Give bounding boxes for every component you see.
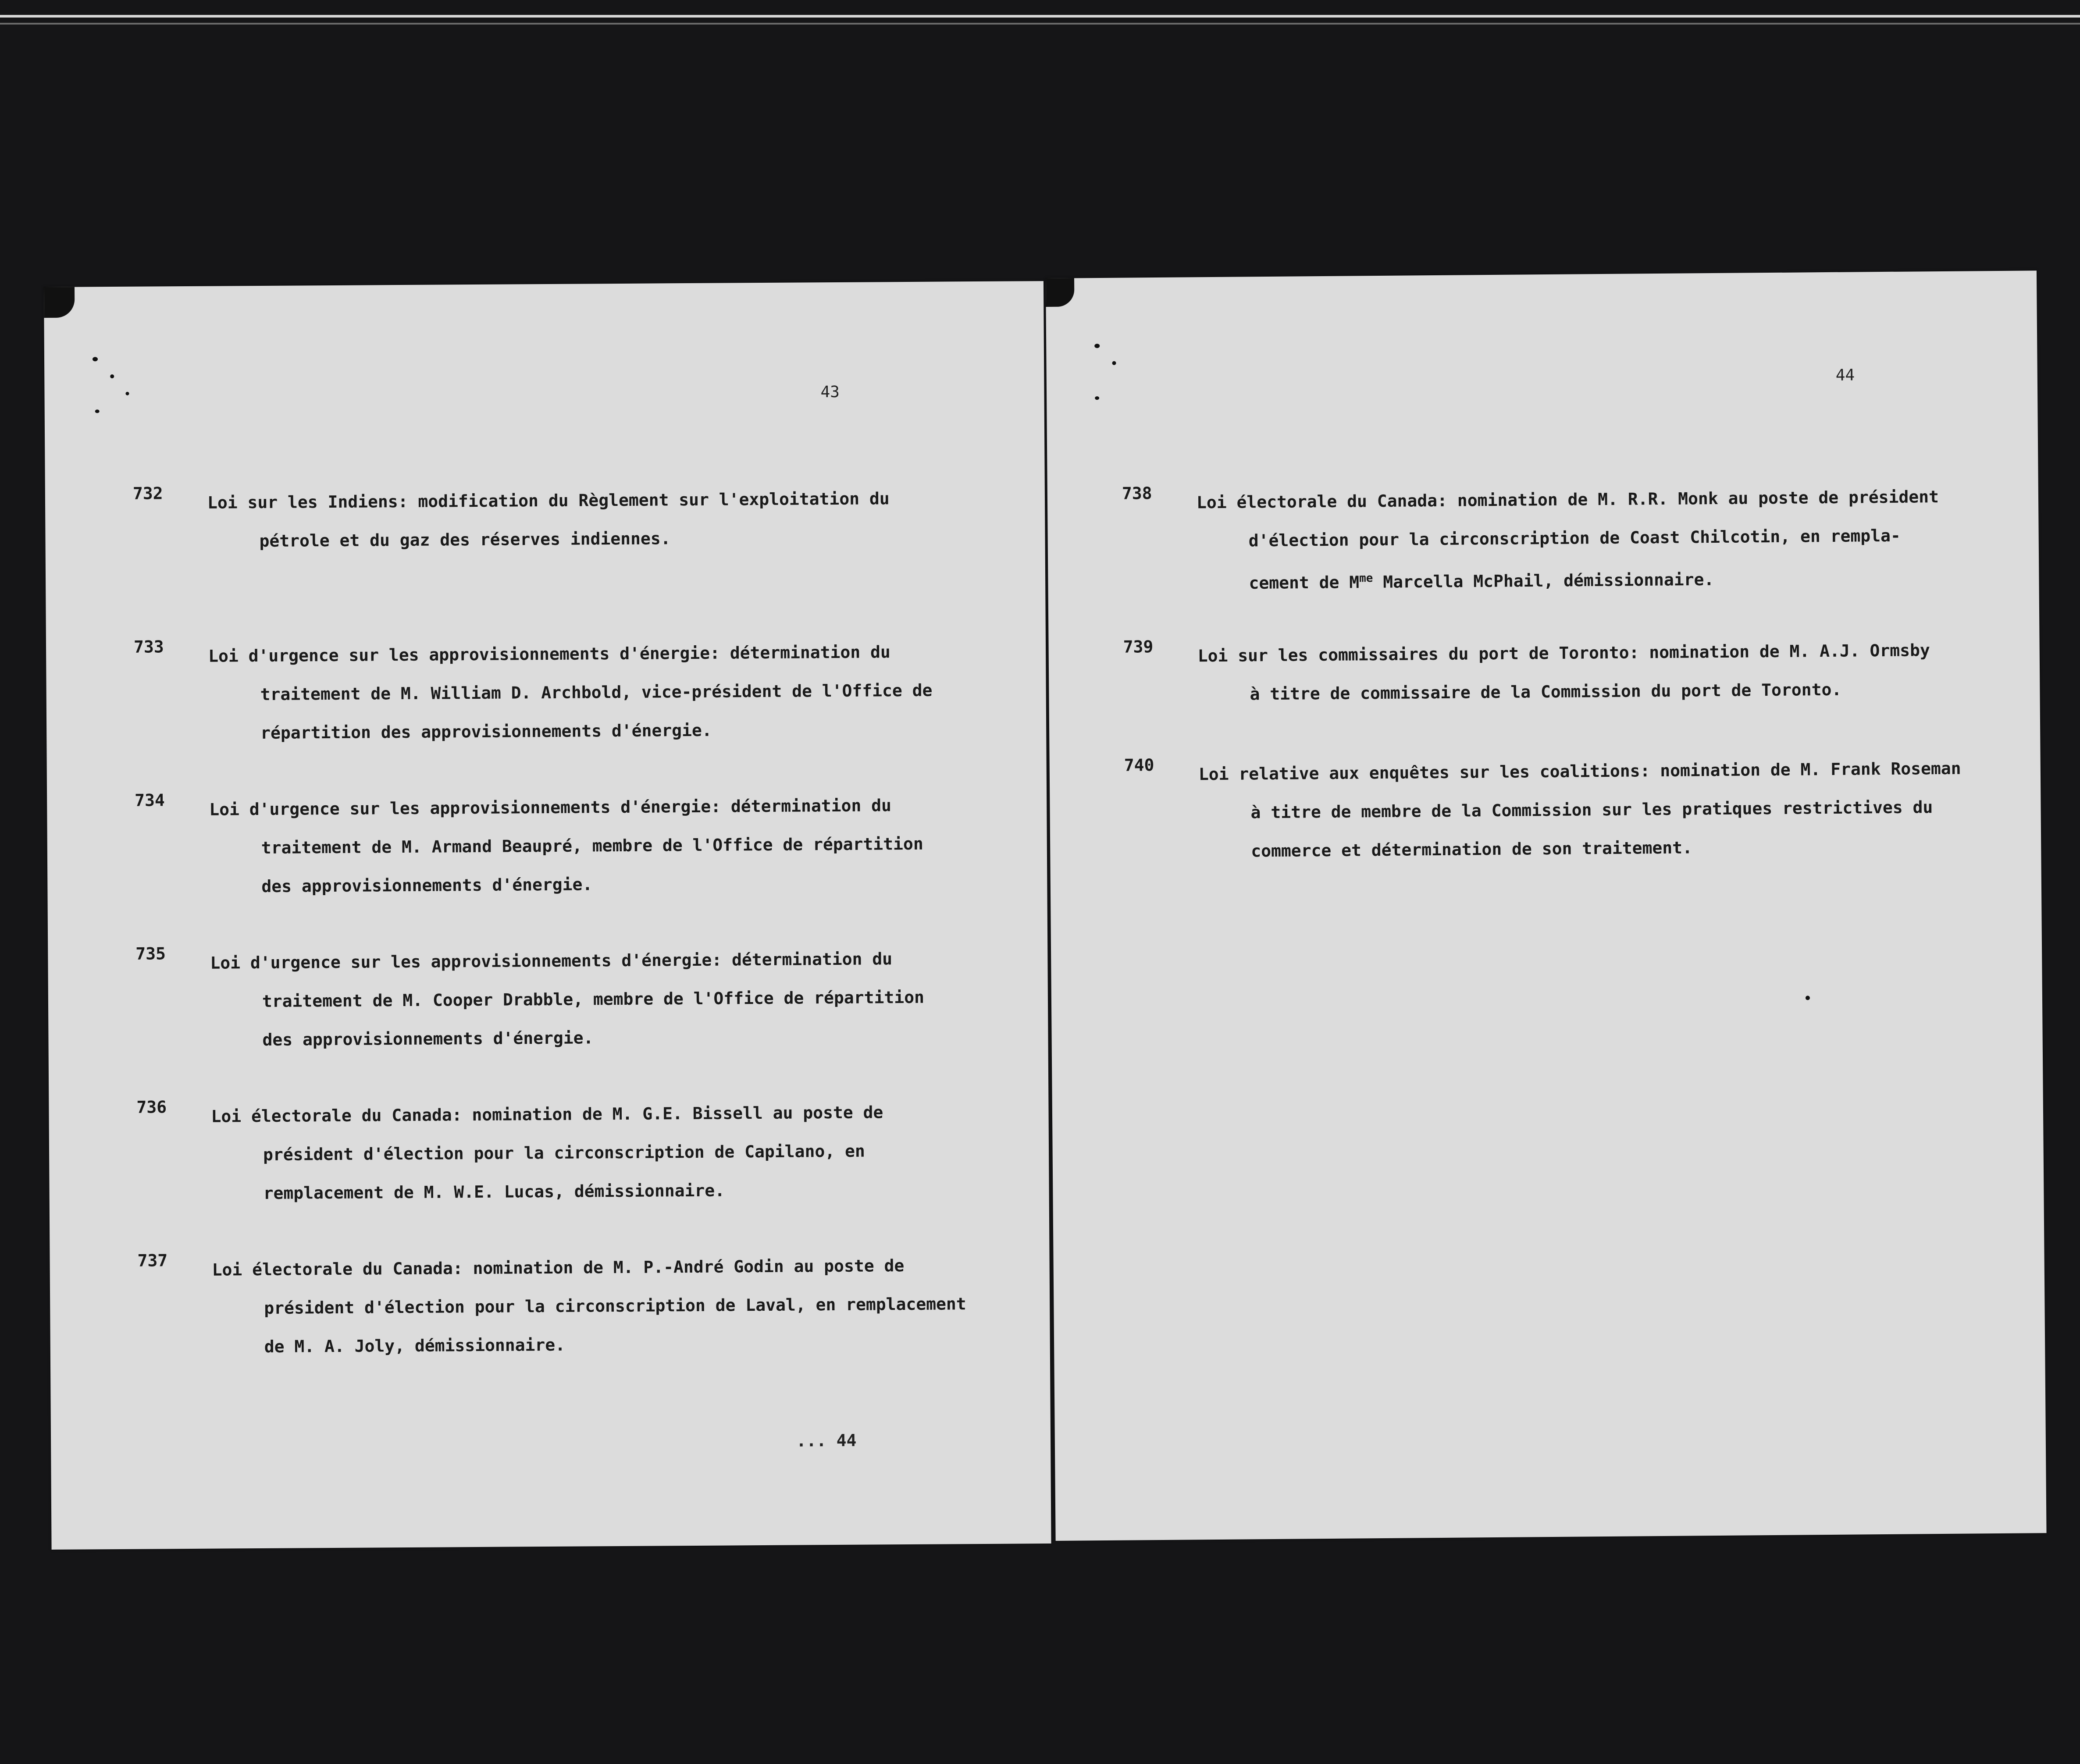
entry-number: 738 [1122, 484, 1152, 503]
entry-line: Loi relative aux enquêtes sur les coalitions: nomination de M. Frank Roseman [1198, 758, 1961, 784]
film-top-border [0, 0, 2080, 18]
entry-line: pétrole et du gaz des réserves indiennes. [259, 529, 671, 551]
page-44 [1046, 270, 2047, 1541]
page-43 [44, 281, 1051, 1550]
page-number: 44 [1835, 366, 1855, 384]
speck [1806, 996, 1810, 1000]
entry-line: Loi électorale du Canada: nomination de M. P.-André Godin au poste de [212, 1256, 905, 1280]
entry-number: 735 [135, 944, 166, 964]
entry-number: 736 [136, 1097, 167, 1117]
entry-line: à titre de commissaire de la Commission du port de Toronto. [1250, 679, 1842, 704]
continuation-marker: ... 44 [796, 1430, 857, 1451]
entry-line: à titre de membre de la Commission sur les pratiques restrictives du [1250, 797, 1933, 822]
speck [125, 392, 129, 395]
entry-line: répartition des approvisionnements d'énergie. [260, 720, 712, 743]
entry-line: Loi électorale du Canada: nomination de M. G.E. Bissell au poste de [211, 1102, 883, 1126]
entry-line: Loi sur les Indiens: modification du Règlement sur l'exploitation du [207, 489, 890, 512]
speck [1112, 361, 1116, 365]
entry-line: des approvisionnements d'énergie. [261, 875, 593, 896]
entry-line: Loi électorale du Canada: nomination de M. R.R. Monk au poste de président [1196, 487, 1939, 512]
entry-line-text: cement de M [1249, 573, 1360, 593]
film-top-line [0, 23, 2080, 25]
entry-line: remplacement de M. W.E. Lucas, démissionnaire. [263, 1181, 725, 1203]
entry-line: président d'élection pour la circonscription de Capilano, en [263, 1141, 865, 1164]
page-number: 43 [820, 383, 840, 402]
entry-line: président d'élection pour la circonscription de Laval, en remplacement [264, 1294, 966, 1318]
speck [95, 409, 100, 413]
speck [1095, 396, 1099, 400]
entry-number: 739 [1123, 637, 1154, 657]
title-superscript: me [1359, 572, 1373, 585]
entry-line: traitement de M. William D. Archbold, vice-président de l'Office de [260, 680, 933, 704]
entry-number: 737 [137, 1251, 168, 1270]
entry-line: Loi d'urgence sur les approvisionnements d'énergie: détermination du [208, 642, 890, 666]
entry-line: traitement de M. Cooper Drabble, membre de l'Office de répartition [262, 987, 925, 1011]
entry-line: commerce et détermination de son traitement. [1251, 838, 1693, 861]
entry-line: Loi d'urgence sur les approvisionnements d'énergie: détermination du [210, 949, 893, 973]
punch-mark [44, 287, 75, 318]
entry-line-text: Marcella McPhail, démissionnaire. [1373, 569, 1714, 592]
entry-line [1197, 555, 1940, 603]
punch-mark [1046, 278, 1075, 307]
entry-number: 734 [135, 790, 165, 810]
entry-line: Loi d'urgence sur les approvisionnements d'énergie: détermination du [209, 796, 892, 819]
entry-number: 740 [1124, 755, 1154, 775]
entry-line: d'élection pour la circonscription de Coast Chilcotin, en rempla- [1248, 526, 1901, 551]
speck [93, 357, 98, 361]
speck [1094, 344, 1100, 348]
entry-line: Loi sur les commissaires du port de Toronto: nomination de M. A.J. Ormsby [1197, 640, 1930, 666]
entry-line: de M. A. Joly, démissionnaire. [264, 1335, 566, 1356]
speck [110, 374, 114, 378]
entry-number: 732 [132, 484, 163, 503]
entry-line: traitement de M. Armand Beaupré, membre de l'Office de répartition [261, 834, 923, 857]
entry-number: 733 [133, 637, 164, 657]
entry-line: des approvisionnements d'énergie. [262, 1028, 594, 1049]
